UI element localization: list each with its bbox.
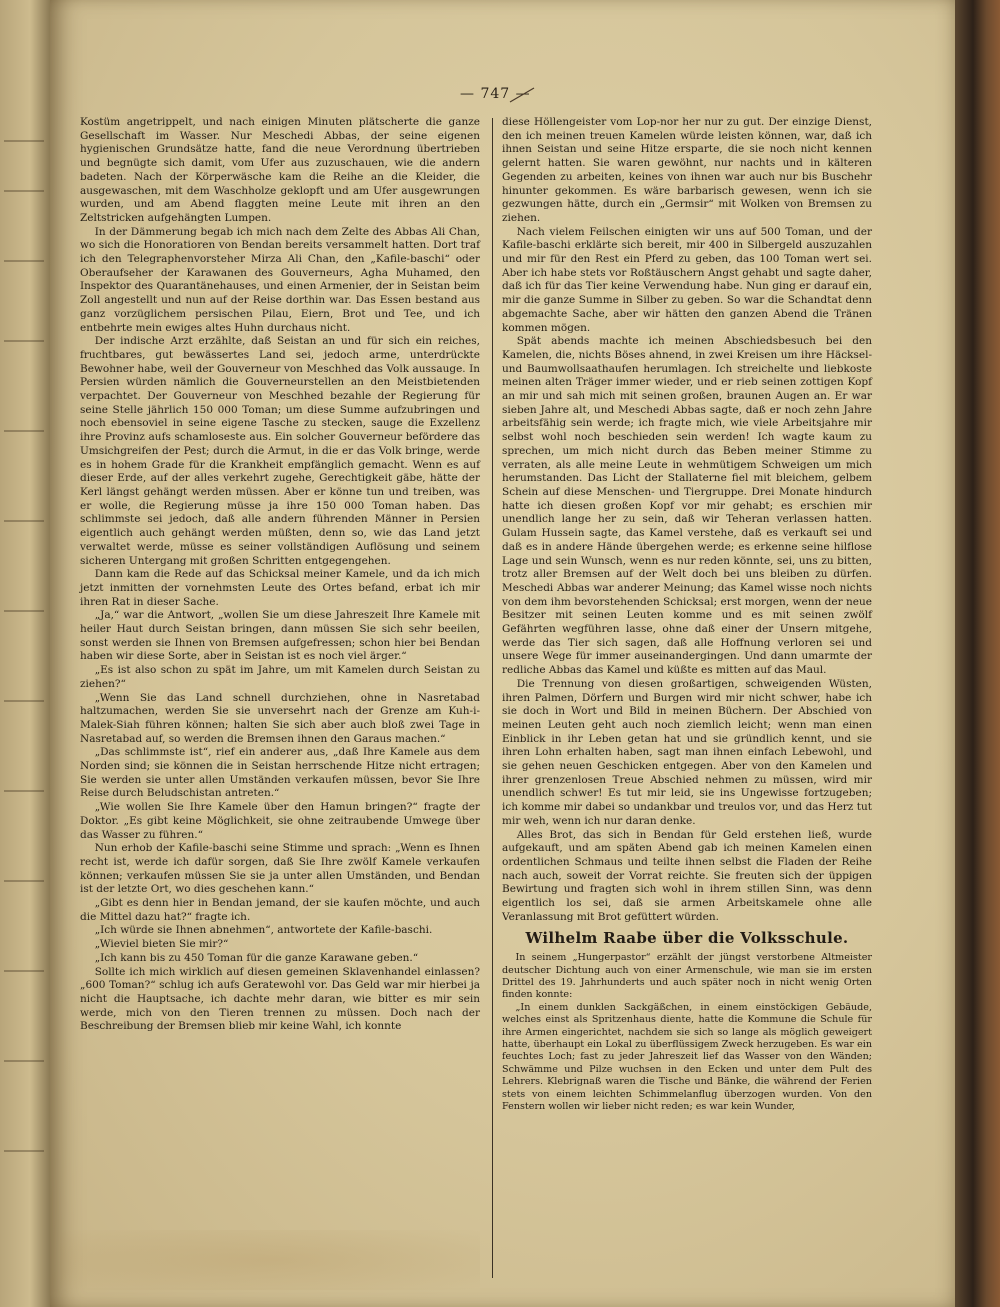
paragraph: „Wie wollen Sie Ihre Kamele über den Hamun bringen?“ fragte der Doktor. „Es gibt keine Möglichkeit, sie ohne zeitraubende Umwege über das Wasser zu führen.“	[80, 801, 480, 841]
article-quote: „In einem dunklen Sackgäßchen, in einem einstöckigen Gebäude, welches einst als Spritzenhaus diente, hatte die Kommune die Schule für ihre Armen eingerichtet, nachdem sie sich so lange als möglich geweigert hatte, überhaupt ein Lokal zu überflüssigem Zweck herzugeben. Es war ein feuchtes Loch; fast zu jeder Jahreszeit lief das Wasser von den Wänden; Schwämme und Pilze wuchsen in den Ecken und unter dem Pult des Lehrers. Klebrignaß waren die Tische und Bänke, die während der Ferien stets von einem leichten Schimmelanflug überzogen wurden. Von den Fenstern wollen wir lieber nicht reden; es war kein Wunder,	[502, 1001, 872, 1113]
paragraph: „Wieviel bieten Sie mir?“	[94, 938, 229, 951]
paragraph: Kostüm angetrippelt, und nach einigen Minuten plätscherte die ganze Gesellschaft im Wasser. Nur Meschedi Abbas, der seine eigenen hygienischen Grundsätze hatte, fand die neue Verordnung übertrieben und begnügte sich damit, vom Ufer aus zuzuschauen, wie die andern badeten. Nach der Körperwäsche kam die Reihe an die Kleider, die ausgewaschen, mit dem Waschholze geklopft und am Ufer ausgewrungen wurden, und am Abend flaggten meine Leute mit ihren an den Zeltstricken aufgehängten Lumpen.	[80, 116, 480, 224]
paragraph: Alles Brot, das sich in Bendan für Geld erstehen ließ, wurde aufgekauft, und am späten Abend gab ich meinen Kamelen einen ordentlichen Schmaus und teilte ihnen selbst die Fladen der Reihe nach auch, soweit der Vorrat reichte. Sie freuten sich der üppigen Bewirtung und fragten sich wohl in ihrem stillen Sinn, was denn eigentlich los sei, daß sie armen Arbeitskamele ohne alle Veranlassung mit Brot gefüttert würden.	[502, 828, 872, 923]
paragraph: „Wenn Sie das Land schnell durchziehen, ohne in Nasretabad haltzumachen, werden Sie sie unversehrt nach der Grenze am Kuh-i-Malek-Siah führen können; halten Sie sich aber auch bloß zwei Tage in Nasretabad auf, so werden die Bremsen ihnen den Garaus machen.“	[80, 691, 480, 745]
paragraph: „Das schlimmste ist“, rief ein anderer aus, „daß Ihre Kamele aus dem Norden sind; sie können die in Seistan herrschende Hitze nicht ertragen; Sie werden sie unter allen Umständen verkaufen müssen, bevor Sie Ihre Reise durch Beludschistan antreten.“	[80, 746, 480, 800]
article-intro: In seinem „Hungerpastor“ erzählt der jüngst verstorbene Altmeister deutscher Dichtung auch von einer Armenschule, wie man sie im ersten Drittel des 19. Jahrhunderts und auch später noch in nicht wenig Orten finden konnte:	[502, 952, 872, 1001]
left-column	[80, 116, 480, 1034]
paragraph: „Es ist also schon zu spät im Jahre, um mit Kamelen durch Seistan zu ziehen?“	[80, 664, 480, 690]
paper-stain	[60, 1230, 480, 1290]
column-divider	[492, 118, 493, 1278]
article-heading: Wilhelm Raabe über die Volksschule.	[525, 929, 849, 948]
paragraph: diese Höllengeister vom Lop-nor her nur zu gut. Der einzige Dienst, den ich meinen treuen Kamelen würde leisten können, war, daß ich ihnen Seistan und seine Hitze ersparte, die sie noch nicht kennen gelernt hatten. Sie waren gewöhnt, nur nachts und in kälteren Gegenden zu arbeiten, keines von ihnen war auch nur bis Buschehr hinunter gekommen. Es wäre barbarisch gewesen, wenn ich sie gezwungen hätte, durch ein „Germsir“ mit Wolken von Bremsen zu ziehen.	[502, 116, 872, 224]
paragraph: „Gibt es denn hier in Bendan jemand, der sie kaufen möchte, und auch die Mittel dazu hat?“ fragte ich.	[80, 897, 480, 923]
book-binding-edge	[955, 0, 1000, 1307]
paragraph: Nach vielem Feilschen einigten wir uns auf 500 Toman, und der Kafile-baschi erklärte sich bereit, mir 400 in Silbergeld auszuzahlen und mir für den Rest ein Pferd zu geben, das 100 Toman wert sei. Aber ich habe stets vor Roßtäuschern Angst gehabt und sagte daher, daß ich für das Tier keine Verwendung habe. Nun ging er darauf ein, mir die ganze Summe in Silber zu geben. So war die Schandtat denn abgemachte Sache, aber wir hätten den ganzen Abend die Tränen kommen mögen.	[502, 225, 872, 334]
paragraph: „Ich kann bis zu 450 Toman für die ganze Karawane geben.“	[94, 951, 419, 964]
right-column	[502, 116, 872, 1113]
paragraph: Nun erhob der Kafile-baschi seine Stimme und sprach: „Wenn es Ihnen recht ist, werde ich dafür sorgen, daß Sie Ihre zwölf Kamele verkaufen können; verkaufen müssen Sie sie ja unter allen Umständen, und Bendan ist der letzte Ort, wo dies geschehen kann.“	[80, 842, 480, 896]
paragraph: „Ich würde sie Ihnen abnehmen“, antwortete der Kafile-baschi.	[94, 924, 433, 937]
paragraph: Spät abends machte ich meinen Abschiedsbesuch bei den Kamelen, die, nichts Böses ahnend, in zwei Kreisen um ihre Häcksel- und Baumwollsaathaufen herumlagen. Ich streichelte und liebkoste meinen alten Träger immer wieder, und er rieb seinen zottigen Kopf an mir und sah mich mit seinen großen, braunen Augen an. Er war sieben Jahre alt, und Meschedi Abbas sagte, daß er noch zehn Jahre arbeitsfähig sein werde; ich fragte mich, wie viele Arbeitsjahre mir selbst wohl noch beschieden sein werden! Ich wagte kaum zu sprechen, um mich nicht durch das Beben meiner Stimme zu verraten, als alle meine Leute in wehmütigem Schweigen um mich herumstanden. Das Licht der Stallaterne fiel mit bleichem, gelbem Schein auf diese Menschen- und Tiergruppe. Drei Monate hindurch hatte ich diesen großen Kopf vor mir gehabt; es erschien mir unendlich lange her zu sein, daß wir Teheran verlassen hatten. Gulam Hussein sagte, das Kamel verstehe, daß es verkauft sei und daß es in andere Hände übergehen werde; es erkenne seine hilflose Lage und sein Wunsch, wenn es nur reden könnte, sei, uns zu bitten, trotz aller Bremsen auf der Welt doch bei uns bleiben zu dürfen. Meschedi Abbas war anderer Meinung; das Kamel wisse noch nichts von dem ihm bevorstehenden Schicksal; erst morgen, wenn der neue Besitzer mit seinen Leuten komme und es mit seinen zwölf Gefährten wegführen lasse, ohne daß einer der Unsern mitgehe, werde das Tier sich sagen, daß alle Hoffnung verloren sei und unsere Wege für immer auseinandergingen. Und dann umarmte der redliche Abbas das Kamel und küßte es mitten auf das Maul.	[502, 335, 872, 677]
paragraph: Dann kam die Rede auf das Schicksal meiner Kamele, und da ich mich jetzt inmitten der vornehmsten Leute des Ortes befand, erbat ich mir ihren Rat in dieser Sache.	[80, 568, 480, 608]
paragraph: „Ja,“ war die Antwort, „wollen Sie um diese Jahreszeit Ihre Kamele mit heiler Haut durch Seistan bringen, dann müssen Sie sich sehr beeilen, sonst werden sie Ihnen von Bremsen aufgefressen; schon hier bei Bendan haben wir diese Sorte, aber in Seistan ist es noch viel ärger.“	[80, 609, 480, 663]
page-number: — 747 —	[460, 86, 531, 102]
paragraph: Der indische Arzt erzählte, daß Seistan an und für sich ein reiches, fruchtbares, gut bewässertes Land sei, jedoch arme, unterdrückte Bewohner habe, weil der Gouverneur von Meschhed das Volk aussauge. In Persien würden nämlich die Gouverneurstellen an den Meistbietenden verpachtet. Der Gouverneur von Meschhed bezahle der Regierung für seine Stelle jährlich 150 000 Toman; um diese Summe aufzubringen und noch ebensoviel in seine eigene Tasche zu stecken, sauge die Exzellenz ihre Provinz aufs schamloseste aus. Ein solcher Gouverneur befördere das Umsichgreifen der Pest; durch die Armut, in die er das Volk bringe, werde es in hohem Grade für die Krankheit empfänglich gemacht. Wenn es auf dieser Erde, auf der alles verkehrt zugehe, Gerechtigkeit gäbe, hätte der Kerl längst gehängt werden müssen. Aber er könne tun und treiben, was er wolle, die Regierung müsse ja ihre 150 000 Toman haben. Das schlimmste sei jedoch, daß alle andern führenden Männer in Persien eigentlich auch gehängt werden müßten, denn so, wie das Land jetzt verwaltet werde, müsse es seiner vollständigen Auflösung und seinem sicheren Untergang mit großen Schritten entgegengehen.	[80, 335, 480, 567]
pencil-mark-icon	[508, 86, 536, 104]
paragraph: In der Dämmerung begab ich mich nach dem Zelte des Abbas Ali Chan, wo sich die Honoratioren von Bendan bereits versammelt hatten. Dort traf ich den Telegraphenvorsteher Mirza Ali Chan, den „Kafile-baschi“ oder Oberaufseher der Karawanen des Gouverneurs, Agha Muhamed, den Inspektor des Quarantänehauses, und einen Armenier, der in Seistan beim Zoll angestellt und nun auf der Reise dorthin war. Das Essen bestand aus ganz vorzüglichem persischen Pilau, Eiern, Brot und Tee, und ich entbehrte mein ewiges altes Huhn durchaus nicht.	[80, 225, 480, 334]
paragraph: Die Trennung von diesen großartigen, schweigenden Wüsten, ihren Palmen, Dörfern und Burgen wird mir nicht schwer, habe ich sie doch in Wort und Bild in meinen Büchern. Der Abschied von meinen Leuten geht auch noch ziemlich leicht; wenn man einen Einblick in ihr Leben getan hat und sie gründlich kennt, und sie ihren Lohn erhalten haben, sagt man ihnen einfach Lebewohl, und sie gehen neuen Geschicken entgegen. Aber von den Kamelen und ihrer grenzenlosen Treue Abschied nehmen zu müssen, wird mir unendlich schwer! Es tut mir leid, sie ins Ungewisse fortzugeben; ich komme mir dabei so undankbar und treulos vor, und das Herz tut mir weh, wenn ich nur daran denke.	[502, 677, 872, 827]
previous-page-edge	[0, 0, 50, 1307]
paragraph: Sollte ich mich wirklich auf diesen gemeinen Sklavenhandel einlassen? „600 Toman?“ schlug ich aufs Geratewohl vor. Das Geld war mir hierbei ja nicht die Hauptsache, ich dachte mehr daran, wie bitter es mir sein werde, mich von den Tieren trennen zu müssen. Doch nach der Beschreibung der Bremsen blieb mir keine Wahl, ich konnte	[80, 965, 480, 1033]
